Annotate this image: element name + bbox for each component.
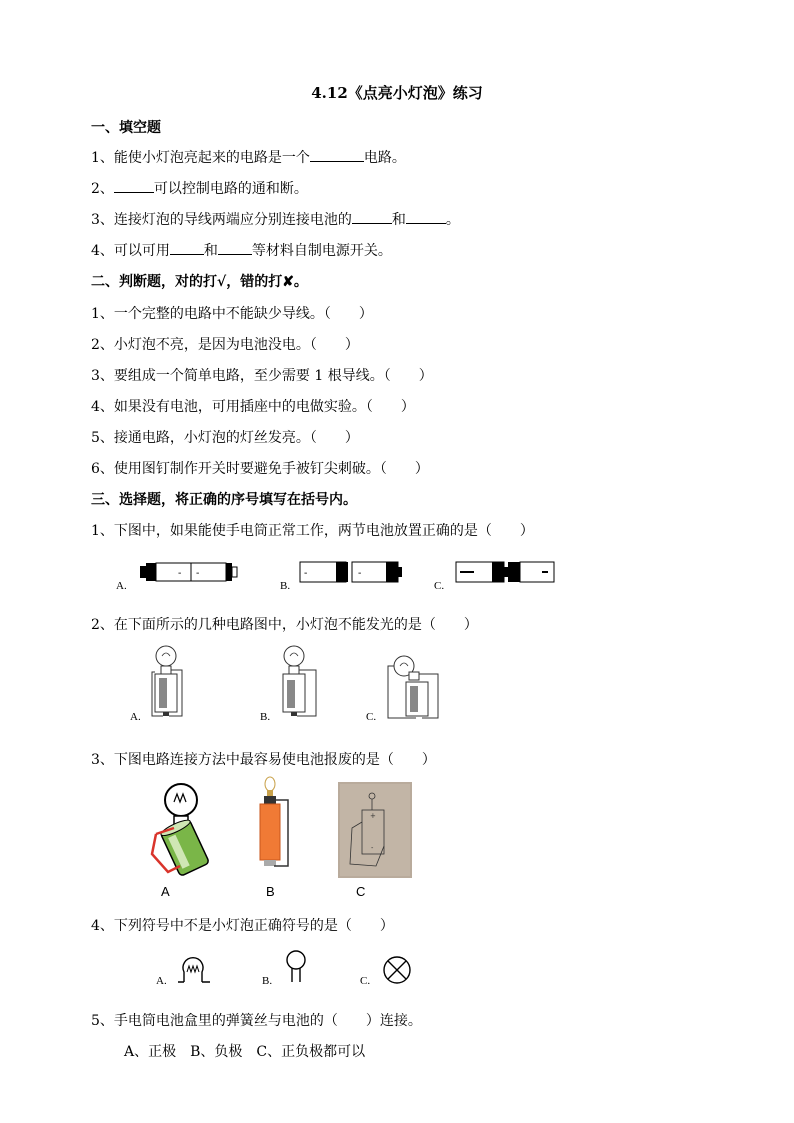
- battery-damage-figure: [146, 776, 426, 904]
- choice-question-4: 4、下列符号中不是小灯泡正确符号的是（ ）: [91, 918, 394, 934]
- fill-question-2: [91, 178, 308, 198]
- question-text: 电路。: [363, 150, 406, 166]
- symbol-option-a[interactable]: [178, 958, 210, 982]
- option-label-a: A: [161, 884, 170, 899]
- option-a-batteries[interactable]: [140, 563, 237, 581]
- svg-text:-: -: [196, 568, 200, 579]
- choice-question-1: 1、下图中，如果能使手电筒正常工作，两节电池放置正确的是（ ）: [91, 523, 534, 539]
- option-c-batteries[interactable]: [456, 562, 554, 582]
- svg-text:+: +: [370, 812, 376, 820]
- judge-question-2: 2、小灯泡不亮，是因为电池没电。（ ）: [91, 337, 359, 353]
- judge-question-5: 5、接通电路，小灯泡的灯丝发亮。（ ）: [91, 430, 359, 446]
- page-title: 4.12《点亮小灯泡》练习: [311, 84, 483, 102]
- circuit-options-figure: [126, 644, 456, 726]
- option-label-b: B.: [260, 711, 271, 723]
- choice-question-3: 3、下图电路连接方法中最容易使电池报废的是（ ）: [91, 752, 436, 768]
- question-number: 1、: [91, 150, 114, 166]
- circuit-option-a[interactable]: [152, 646, 182, 716]
- judge-question-1: 1、一个完整的电路中不能缺少导线。（ ）: [91, 306, 373, 322]
- option-label-b: B: [266, 884, 275, 899]
- option-label-c: C.: [366, 711, 377, 723]
- answer-blank[interactable]: [406, 209, 446, 224]
- question-number: 3、: [91, 212, 114, 228]
- answer-blank[interactable]: [352, 209, 392, 224]
- choice-question-2: 2、在下面所示的几种电路图中，小灯泡不能发光的是（ ）: [91, 617, 478, 633]
- battery-arrangement-figure: [112, 556, 572, 596]
- option-label-b: B.: [280, 580, 291, 592]
- judge-question-4: 4、如果没有电池，可用插座中的电做实验。（ ）: [91, 399, 415, 415]
- symbol-option-c[interactable]: [384, 957, 410, 983]
- judge-question-6: 6、使用图钉制作开关时要避免手被钉尖刺破。（ ）: [91, 461, 429, 477]
- svg-text:-: -: [358, 568, 362, 579]
- circuit-option-b[interactable]: [283, 646, 316, 716]
- question-number: 2、: [91, 181, 114, 197]
- question-text: 可以可用: [113, 243, 170, 259]
- option-label-c: C: [356, 884, 366, 899]
- option-label-c: C.: [360, 975, 371, 987]
- choice-question-5-options[interactable]: A、正极 B、负极 C、正负极都可以: [124, 1044, 366, 1060]
- circuit-option-c[interactable]: [388, 656, 438, 718]
- choice-question-5: 5、手电筒电池盒里的弹簧丝与电池的（ ）连接。: [91, 1013, 422, 1029]
- circuit-option-c[interactable]: [338, 782, 412, 878]
- question-text: 能使小灯泡亮起来的电路是一个: [113, 150, 310, 166]
- question-text: 和: [203, 243, 218, 259]
- question-text: 。: [445, 212, 460, 228]
- answer-blank[interactable]: [114, 178, 154, 193]
- circuit-option-a[interactable]: [152, 784, 209, 876]
- question-number: 4、: [91, 243, 114, 259]
- judge-question-3: 3、要组成一个简单电路，至少需要 1 根导线。（ ）: [91, 368, 433, 384]
- question-text: 等材料自制电源开关。: [251, 243, 392, 259]
- svg-text:-: -: [304, 568, 308, 579]
- question-text: 连接灯泡的导线两端应分别连接电池的: [113, 212, 352, 228]
- svg-text:-: -: [178, 568, 182, 579]
- question-text: 可以控制电路的通和断。: [153, 181, 308, 197]
- bulb-symbol-figure: [152, 944, 422, 992]
- option-label-a: A.: [156, 975, 167, 987]
- answer-blank[interactable]: [170, 240, 204, 255]
- section-heading-judge: 二、判断题，对的打√，错的打✘。: [91, 274, 308, 290]
- section-heading-choice: 三、选择题，将正确的序号填写在括号内。: [91, 492, 357, 508]
- option-b-batteries[interactable]: [300, 562, 402, 582]
- fill-question-4: [91, 240, 392, 260]
- option-label-b: B.: [262, 975, 273, 987]
- fill-question-1: [91, 147, 406, 167]
- answer-blank[interactable]: [218, 240, 252, 255]
- circuit-option-b[interactable]: [260, 777, 288, 866]
- symbol-option-b[interactable]: [287, 951, 305, 982]
- section-heading-fill: 一、填空题: [91, 120, 161, 136]
- fill-question-3: [91, 209, 460, 229]
- question-text: 和: [391, 212, 406, 228]
- option-label-a: A.: [130, 711, 141, 723]
- option-label-a: A.: [116, 580, 127, 592]
- option-label-c: C.: [434, 580, 445, 592]
- answer-blank[interactable]: [310, 147, 364, 162]
- svg-text:-: -: [371, 844, 374, 852]
